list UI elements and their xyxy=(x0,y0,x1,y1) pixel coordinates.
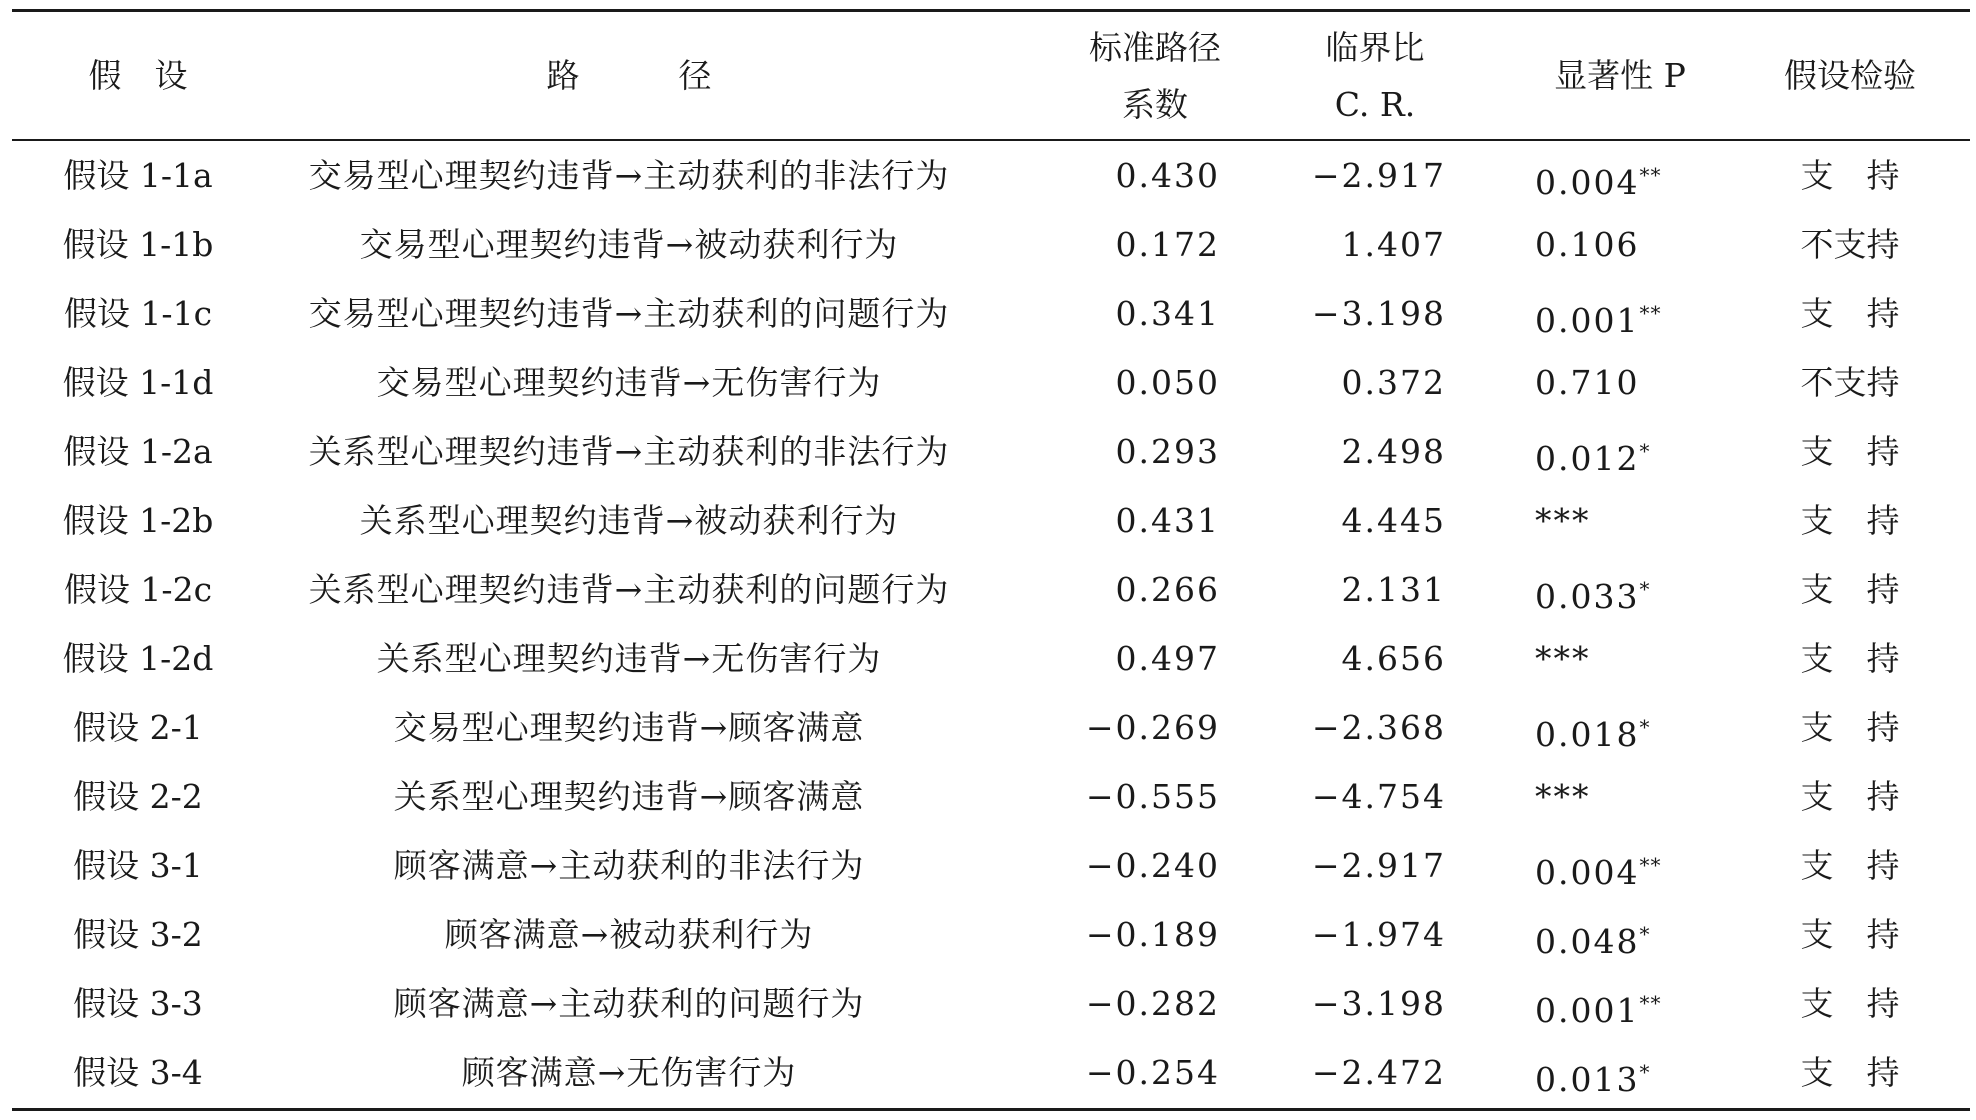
hypothesis-cell-text: 假设 3-2 xyxy=(73,915,203,954)
result-cell-text: 支 持 xyxy=(1800,294,1900,333)
significance-stars: * xyxy=(1639,1060,1651,1084)
result-cell xyxy=(1755,141,1945,210)
result-cell-text: 支 持 xyxy=(1800,570,1900,609)
significance-stars: * xyxy=(1639,439,1651,463)
table-row xyxy=(0,486,1976,555)
result-cell-text: 支 持 xyxy=(1800,777,1900,816)
significance-cell xyxy=(1535,1038,1735,1107)
significance-stars: * xyxy=(1639,577,1651,601)
result-cell-text: 支 持 xyxy=(1800,915,1900,954)
hypothesis-cell-text: 假设 2-1 xyxy=(73,708,203,747)
path-cell-text: 交易型心理契约违背→被动获利行为 xyxy=(359,225,899,264)
significance-cell xyxy=(1535,486,1735,555)
header-coefficient xyxy=(1060,12,1250,139)
coefficient-cell-text: 0.172 xyxy=(1115,225,1220,264)
coefficient-cell-text: −0.555 xyxy=(1085,777,1220,816)
header-result xyxy=(1755,12,1945,139)
hypothesis-cell-text: 假设 1-2b xyxy=(62,501,214,540)
hypothesis-cell xyxy=(28,762,248,831)
critical-ratio-cell xyxy=(1250,624,1446,693)
coefficient-cell xyxy=(1040,831,1220,900)
hypothesis-cell xyxy=(28,969,248,1038)
significance-stars: ** xyxy=(1639,991,1662,1015)
significance-stars: ** xyxy=(1639,301,1662,325)
coefficient-cell-text: −0.282 xyxy=(1085,984,1220,1023)
significance-cell xyxy=(1535,900,1735,969)
coefficient-cell-text: −0.189 xyxy=(1085,915,1220,954)
significance-cell-text: 0.012 xyxy=(1535,439,1640,478)
table-row xyxy=(0,417,1976,486)
critical-ratio-cell xyxy=(1250,1038,1446,1107)
path-cell-text: 关系型心理契约违背→无伤害行为 xyxy=(376,639,882,678)
table-row xyxy=(0,279,1976,348)
hypothesis-cell-text: 假设 3-3 xyxy=(73,984,203,1023)
significance-cell-text: 0.033 xyxy=(1535,577,1640,616)
result-cell-text: 不支持 xyxy=(1800,363,1900,402)
path-cell xyxy=(248,141,1010,210)
header-significance-label: 显著性 P xyxy=(1554,56,1686,95)
table-row xyxy=(0,1038,1976,1107)
critical-ratio-cell xyxy=(1250,693,1446,762)
result-cell-text: 支 持 xyxy=(1800,639,1900,678)
table-row xyxy=(0,141,1976,210)
critical-ratio-cell-text: −2.917 xyxy=(1311,846,1446,885)
result-cell-text: 支 持 xyxy=(1800,1053,1900,1092)
hypothesis-cell-text: 假设 3-1 xyxy=(73,846,203,885)
table-row xyxy=(0,969,1976,1038)
significance-cell-text: 0.013 xyxy=(1535,1060,1640,1099)
result-cell xyxy=(1755,831,1945,900)
hypothesis-cell-text: 假设 1-2d xyxy=(62,639,214,678)
critical-ratio-cell-text: −2.368 xyxy=(1311,708,1446,747)
significance-cell xyxy=(1535,279,1735,348)
significance-stars: ** xyxy=(1639,163,1662,187)
hypothesis-cell xyxy=(28,348,248,417)
path-cell xyxy=(248,348,1010,417)
critical-ratio-cell xyxy=(1250,762,1446,831)
significance-cell-text: 0.018 xyxy=(1535,715,1640,754)
critical-ratio-cell xyxy=(1250,900,1446,969)
critical-ratio-cell xyxy=(1250,348,1446,417)
hypothesis-cell xyxy=(28,486,248,555)
critical-ratio-cell xyxy=(1250,555,1446,624)
critical-ratio-cell-text: −3.198 xyxy=(1311,294,1446,333)
significance-cell xyxy=(1535,624,1735,693)
result-cell-text: 支 持 xyxy=(1800,501,1900,540)
coefficient-cell-text: 0.430 xyxy=(1115,156,1220,195)
result-cell xyxy=(1755,693,1945,762)
hypothesis-cell xyxy=(28,1038,248,1107)
significance-cell-text: *** xyxy=(1535,777,1591,816)
result-cell-text: 支 持 xyxy=(1800,708,1900,747)
result-cell xyxy=(1755,1038,1945,1107)
hypothesis-cell xyxy=(28,417,248,486)
critical-ratio-cell-text: 2.131 xyxy=(1341,570,1446,609)
header-result-label: 假设检验 xyxy=(1784,56,1916,95)
hypothesis-cell-text: 假设 1-1a xyxy=(63,156,213,195)
path-cell-text: 顾客满意→主动获利的问题行为 xyxy=(393,984,865,1023)
coefficient-cell xyxy=(1040,969,1220,1038)
significance-cell-text: 0.001 xyxy=(1535,301,1640,340)
critical-ratio-cell-text: −1.974 xyxy=(1311,915,1446,954)
header-hypothesis xyxy=(28,12,248,139)
table-row xyxy=(0,624,1976,693)
hypothesis-cell xyxy=(28,624,248,693)
result-cell xyxy=(1755,417,1945,486)
path-cell xyxy=(248,1038,1010,1107)
coefficient-cell xyxy=(1040,693,1220,762)
coefficient-cell xyxy=(1040,762,1220,831)
coefficient-cell xyxy=(1040,279,1220,348)
critical-ratio-cell xyxy=(1250,969,1446,1038)
significance-cell xyxy=(1535,210,1735,279)
significance-cell-text: 0.048 xyxy=(1535,922,1640,961)
header-critical-ratio-line2: C. R. xyxy=(1334,84,1416,124)
path-cell-text: 关系型心理契约违背→被动获利行为 xyxy=(359,501,899,540)
result-cell-text: 支 持 xyxy=(1800,432,1900,471)
critical-ratio-cell-text: −3.198 xyxy=(1311,984,1446,1023)
significance-cell-text: *** xyxy=(1535,501,1591,540)
path-cell xyxy=(248,279,1010,348)
critical-ratio-cell xyxy=(1250,417,1446,486)
coefficient-cell-text: −0.254 xyxy=(1085,1053,1220,1092)
significance-stars: * xyxy=(1639,715,1651,739)
critical-ratio-cell xyxy=(1250,141,1446,210)
header-coefficient-line1: 标准路径 xyxy=(1089,27,1221,67)
critical-ratio-cell-text: 0.372 xyxy=(1341,363,1446,402)
path-cell-text: 关系型心理契约违背→顾客满意 xyxy=(393,777,865,816)
hypothesis-cell-text: 假设 1-2a xyxy=(63,432,213,471)
path-cell-text: 交易型心理契约违背→顾客满意 xyxy=(393,708,865,747)
table-row xyxy=(0,348,1976,417)
header-hypothesis-label: 假 设 xyxy=(88,56,188,95)
path-cell xyxy=(248,831,1010,900)
table-row xyxy=(0,555,1976,624)
significance-cell-text: 0.710 xyxy=(1535,363,1640,402)
coefficient-cell xyxy=(1040,486,1220,555)
coefficient-cell xyxy=(1040,141,1220,210)
significance-cell-text: 0.004 xyxy=(1535,163,1640,202)
significance-cell xyxy=(1535,969,1735,1038)
significance-cell-text: 0.004 xyxy=(1535,853,1640,892)
significance-stars: * xyxy=(1639,922,1651,946)
coefficient-cell xyxy=(1040,900,1220,969)
header-critical-ratio xyxy=(1290,12,1460,139)
path-cell-text: 顾客满意→主动获利的非法行为 xyxy=(393,846,865,885)
coefficient-cell xyxy=(1040,210,1220,279)
path-cell-text: 顾客满意→被动获利行为 xyxy=(444,915,814,954)
header-significance xyxy=(1500,12,1740,139)
path-cell xyxy=(248,486,1010,555)
significance-cell xyxy=(1535,762,1735,831)
table-row xyxy=(0,762,1976,831)
hypothesis-cell-text: 假设 1-1b xyxy=(62,225,214,264)
critical-ratio-cell xyxy=(1250,486,1446,555)
critical-ratio-cell-text: 1.407 xyxy=(1341,225,1446,264)
critical-ratio-cell-text: −2.472 xyxy=(1311,1053,1446,1092)
significance-cell xyxy=(1535,348,1735,417)
coefficient-cell xyxy=(1040,1038,1220,1107)
critical-ratio-cell-text: 2.498 xyxy=(1341,432,1446,471)
path-cell xyxy=(248,555,1010,624)
result-cell-text: 不支持 xyxy=(1800,225,1900,264)
result-cell-text: 支 持 xyxy=(1800,984,1900,1023)
significance-cell-text: 0.001 xyxy=(1535,991,1640,1030)
path-cell xyxy=(248,969,1010,1038)
result-cell xyxy=(1755,486,1945,555)
header-path xyxy=(248,12,1010,139)
hypothesis-cell xyxy=(28,141,248,210)
header-critical-ratio-line1: 临界比 xyxy=(1325,27,1425,67)
path-cell xyxy=(248,210,1010,279)
result-cell xyxy=(1755,762,1945,831)
coefficient-cell-text: 0.266 xyxy=(1115,570,1220,609)
hypothesis-cell-text: 假设 1-1c xyxy=(63,294,213,333)
critical-ratio-cell-text: −2.917 xyxy=(1311,156,1446,195)
critical-ratio-cell xyxy=(1250,279,1446,348)
path-cell xyxy=(248,900,1010,969)
critical-ratio-cell xyxy=(1250,831,1446,900)
coefficient-cell xyxy=(1040,348,1220,417)
hypothesis-cell xyxy=(28,693,248,762)
hypothesis-cell xyxy=(28,555,248,624)
result-cell xyxy=(1755,210,1945,279)
critical-ratio-cell-text: −4.754 xyxy=(1311,777,1446,816)
path-cell xyxy=(248,624,1010,693)
path-cell-text: 交易型心理契约违背→无伤害行为 xyxy=(376,363,882,402)
coefficient-cell-text: −0.240 xyxy=(1085,846,1220,885)
coefficient-cell-text: 0.431 xyxy=(1115,501,1220,540)
path-cell-text: 交易型心理契约违背→主动获利的问题行为 xyxy=(308,294,950,333)
path-cell-text: 关系型心理契约违背→主动获利的非法行为 xyxy=(308,432,950,471)
coefficient-cell-text: 0.050 xyxy=(1115,363,1220,402)
coefficient-cell-text: 0.497 xyxy=(1115,639,1220,678)
path-cell-text: 顾客满意→无伤害行为 xyxy=(461,1053,797,1092)
coefficient-cell-text: 0.341 xyxy=(1115,294,1220,333)
path-cell-text: 交易型心理契约违背→主动获利的非法行为 xyxy=(308,156,950,195)
coefficient-cell-text: 0.293 xyxy=(1115,432,1220,471)
path-cell xyxy=(248,762,1010,831)
critical-ratio-cell xyxy=(1250,210,1446,279)
significance-stars: ** xyxy=(1639,853,1662,877)
significance-cell-text: 0.106 xyxy=(1535,225,1640,264)
hypothesis-cell-text: 假设 1-2c xyxy=(63,570,213,609)
significance-cell xyxy=(1535,693,1735,762)
result-cell xyxy=(1755,348,1945,417)
result-cell xyxy=(1755,624,1945,693)
hypothesis-cell-text: 假设 1-1d xyxy=(62,363,214,402)
path-cell-text: 关系型心理契约违背→主动获利的问题行为 xyxy=(308,570,950,609)
hypothesis-cell xyxy=(28,900,248,969)
significance-cell xyxy=(1535,555,1735,624)
critical-ratio-cell-text: 4.656 xyxy=(1341,639,1446,678)
result-cell xyxy=(1755,900,1945,969)
significance-cell-text: *** xyxy=(1535,639,1591,678)
hypothesis-cell xyxy=(28,210,248,279)
path-cell xyxy=(248,417,1010,486)
hypothesis-cell-text: 假设 2-2 xyxy=(73,777,203,816)
header-coefficient-line2: 系数 xyxy=(1122,84,1188,124)
coefficient-cell xyxy=(1040,624,1220,693)
hypothesis-cell-text: 假设 3-4 xyxy=(73,1053,203,1092)
hypothesis-cell xyxy=(28,831,248,900)
table-row xyxy=(0,831,1976,900)
result-cell xyxy=(1755,279,1945,348)
coefficient-cell xyxy=(1040,555,1220,624)
significance-cell xyxy=(1535,141,1735,210)
path-cell xyxy=(248,693,1010,762)
significance-cell xyxy=(1535,831,1735,900)
table-bottom-rule xyxy=(12,1108,1970,1111)
result-cell xyxy=(1755,969,1945,1038)
significance-cell xyxy=(1535,417,1735,486)
table-row xyxy=(0,693,1976,762)
coefficient-cell xyxy=(1040,417,1220,486)
table-row xyxy=(0,210,1976,279)
table-row xyxy=(0,900,1976,969)
result-cell-text: 支 持 xyxy=(1800,846,1900,885)
coefficient-cell-text: −0.269 xyxy=(1085,708,1220,747)
result-cell-text: 支 持 xyxy=(1800,156,1900,195)
result-cell xyxy=(1755,555,1945,624)
hypothesis-cell xyxy=(28,279,248,348)
header-path-label: 路 径 xyxy=(546,56,712,95)
critical-ratio-cell-text: 4.445 xyxy=(1341,501,1446,540)
